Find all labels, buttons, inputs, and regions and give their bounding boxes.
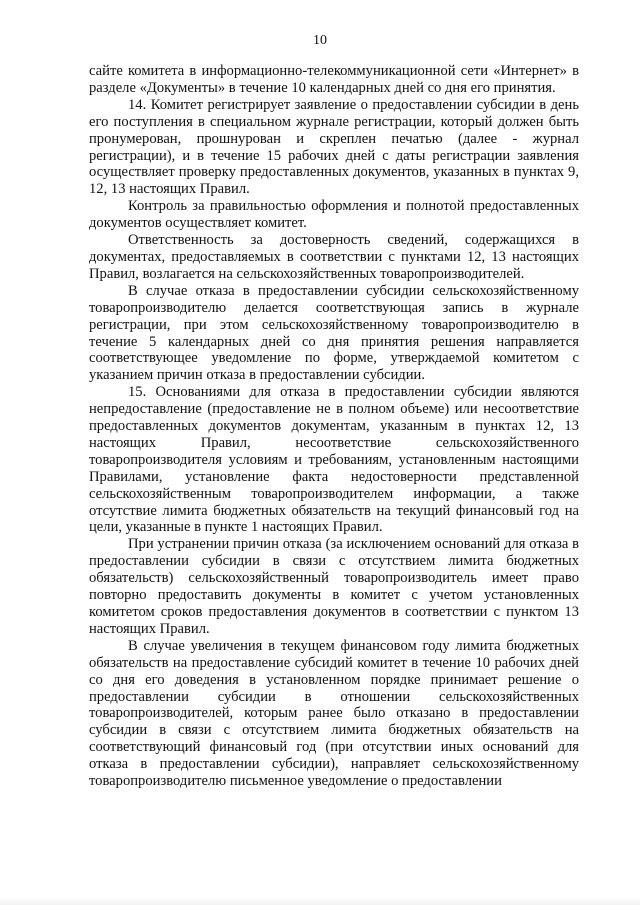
paragraph-control: Контроль за правильностью оформления и полнотой предоставленных документов осуществляет комитет. — [89, 198, 579, 232]
page-bottom-edge — [0, 897, 640, 905]
page-number: 10 — [313, 33, 327, 48]
paragraph-continuation: сайте комитета в информационно-телекоммуникационной сети «Интернет» в разделе «Документы» в течение 10 календарных дней со дня его принятия. — [89, 63, 579, 96]
paragraph-item-14: 14. Комитет регистрирует заявление о предоставлении субсидии в день его поступления в специальном журнале регистрации, который должен быть пронумерован, прошнурован и скреплен печатью (далее - журнал регистрации), и в течение 15 рабочих дней с даты регистрации заявления осуществляет проверку предоставленных документов, указанных в пунктах 9, 12, 13 настоящих Правил. — [89, 96, 579, 198]
paragraph-refusal-record: В случае отказа в предоставлении субсидии сельскохозяйственному товаропроизводителю делается соответствующая запись в журнале регистрации, при этом сельскохозяйственному товаропроизводителю в течение 5 календарных дней со дня принятия решения направляется соответствующее уведомление по форме, утверждаемой комитетом с указанием причин отказа в предоставлении субсидии. — [89, 282, 579, 384]
paragraph-limit-increase: В случае увеличения в текущем финансовом году лимита бюджетных обязательств на предоставление субсидий комитет в течение 10 рабочих дней со дня его доведения в установленном порядке принимает решение о предоставлении субсидии в отношении сельскохозяйственных товаропроизводителей, которым ранее было отказано в предоставлении субсидии в связи с отсутствием лимита бюджетных обязательств на соответствующий финансовый год (при отсутствии иных оснований для отказа в предоставлении субсидии), направляет сельскохозяйственному товаропроизводителю письменное уведомление о предоставлении — [89, 637, 579, 790]
document-body — [89, 63, 579, 790]
paragraph-item-15: 15. Основаниями для отказа в предоставлении субсидии являются непредоставление (предоставление не в полном объеме) или несоответствие предоставленных документов документам, указанным в пунктах 12, 13 настоящих Правил, несоответствие сельскохозяйственного товаропроизводителя условиям и требованиям, установленным настоящими Правилами, установление факта недостоверности представленной сельскохозяйственным товаропроизводителем информации, а также отсутствие лимита бюджетных обязательств на текущий финансовый год на цели, указанные в пункте 1 настоящих Правил. — [89, 384, 579, 536]
paragraph-responsibility: Ответственность за достоверность сведений, содержащихся в документах, предоставляемых в соответствии с пунктами 12, 13 настоящих Правил, возлагается на сельскохозяйственных товаропроизводителей. — [89, 232, 579, 282]
paragraph-resubmission: При устранении причин отказа (за исключением оснований для отказа в предоставлении субсидии в связи с отсутствием лимита бюджетных обязательств) сельскохозяйственный товаропроизводитель имеет право повторно предоставить документы в комитет с учетом установленных комитетом сроков предоставления документов в соответствии с пунктом 13 настоящих Правил. — [89, 536, 579, 637]
